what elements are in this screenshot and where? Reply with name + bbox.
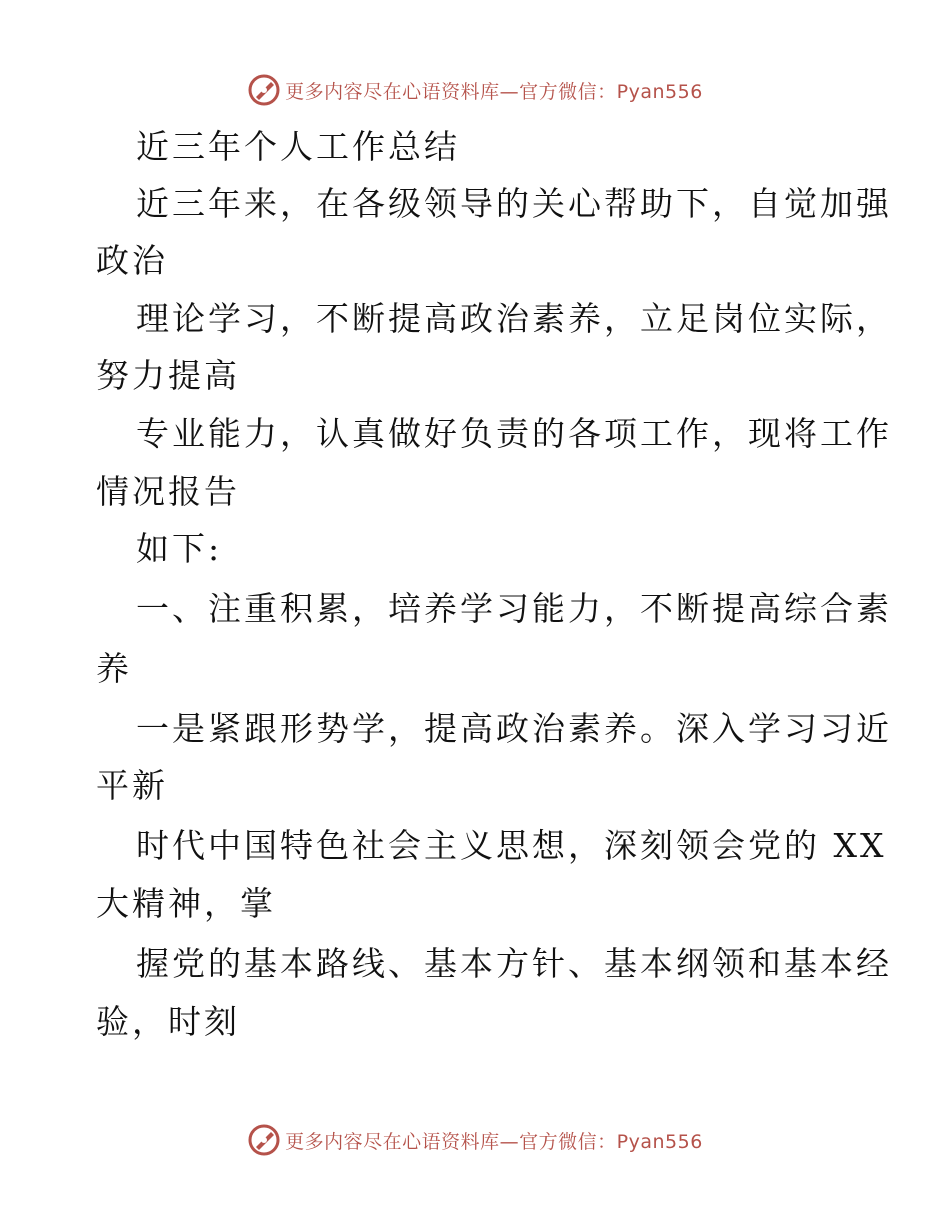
text-line: 养 bbox=[96, 649, 132, 688]
text-line: 验，时刻 bbox=[96, 1002, 240, 1041]
pen-logo-icon bbox=[247, 1123, 281, 1157]
text-line: 如下: bbox=[136, 529, 223, 568]
text-line: 努力提高 bbox=[96, 356, 240, 395]
document-title: 近三年个人工作总结 bbox=[136, 127, 460, 166]
text-line: 时代中国特色社会主义思想，深刻领会党的 XX bbox=[136, 826, 887, 865]
text-line: 政治 bbox=[96, 241, 168, 280]
header-banner-text: 更多内容尽在心语资料库—官方微信：Pyan556 bbox=[285, 80, 703, 103]
text-line: 理论学习，不断提高政治素养，立足岗位实际， bbox=[136, 299, 892, 338]
text-line: 专业能力，认真做好负责的各项工作，现将工作 bbox=[136, 414, 892, 453]
text-line: 平新 bbox=[96, 766, 168, 805]
text-line: 情况报告 bbox=[96, 472, 240, 511]
text-line: 近三年来，在各级领导的关心帮助下，自觉加强 bbox=[136, 184, 892, 223]
section-heading: 一、注重积累，培养学习能力，不断提高综合素 bbox=[136, 589, 892, 628]
text-line: 一是紧跟形势学，提高政治素养。深入学习习近 bbox=[136, 709, 892, 748]
footer-banner bbox=[0, 1120, 950, 1160]
text-line: 大精神，掌 bbox=[96, 884, 276, 923]
footer-banner-text: 更多内容尽在心语资料库—官方微信：Pyan556 bbox=[285, 1130, 703, 1153]
text-line: 握党的基本路线、基本方针、基本纲领和基本经 bbox=[136, 944, 892, 983]
